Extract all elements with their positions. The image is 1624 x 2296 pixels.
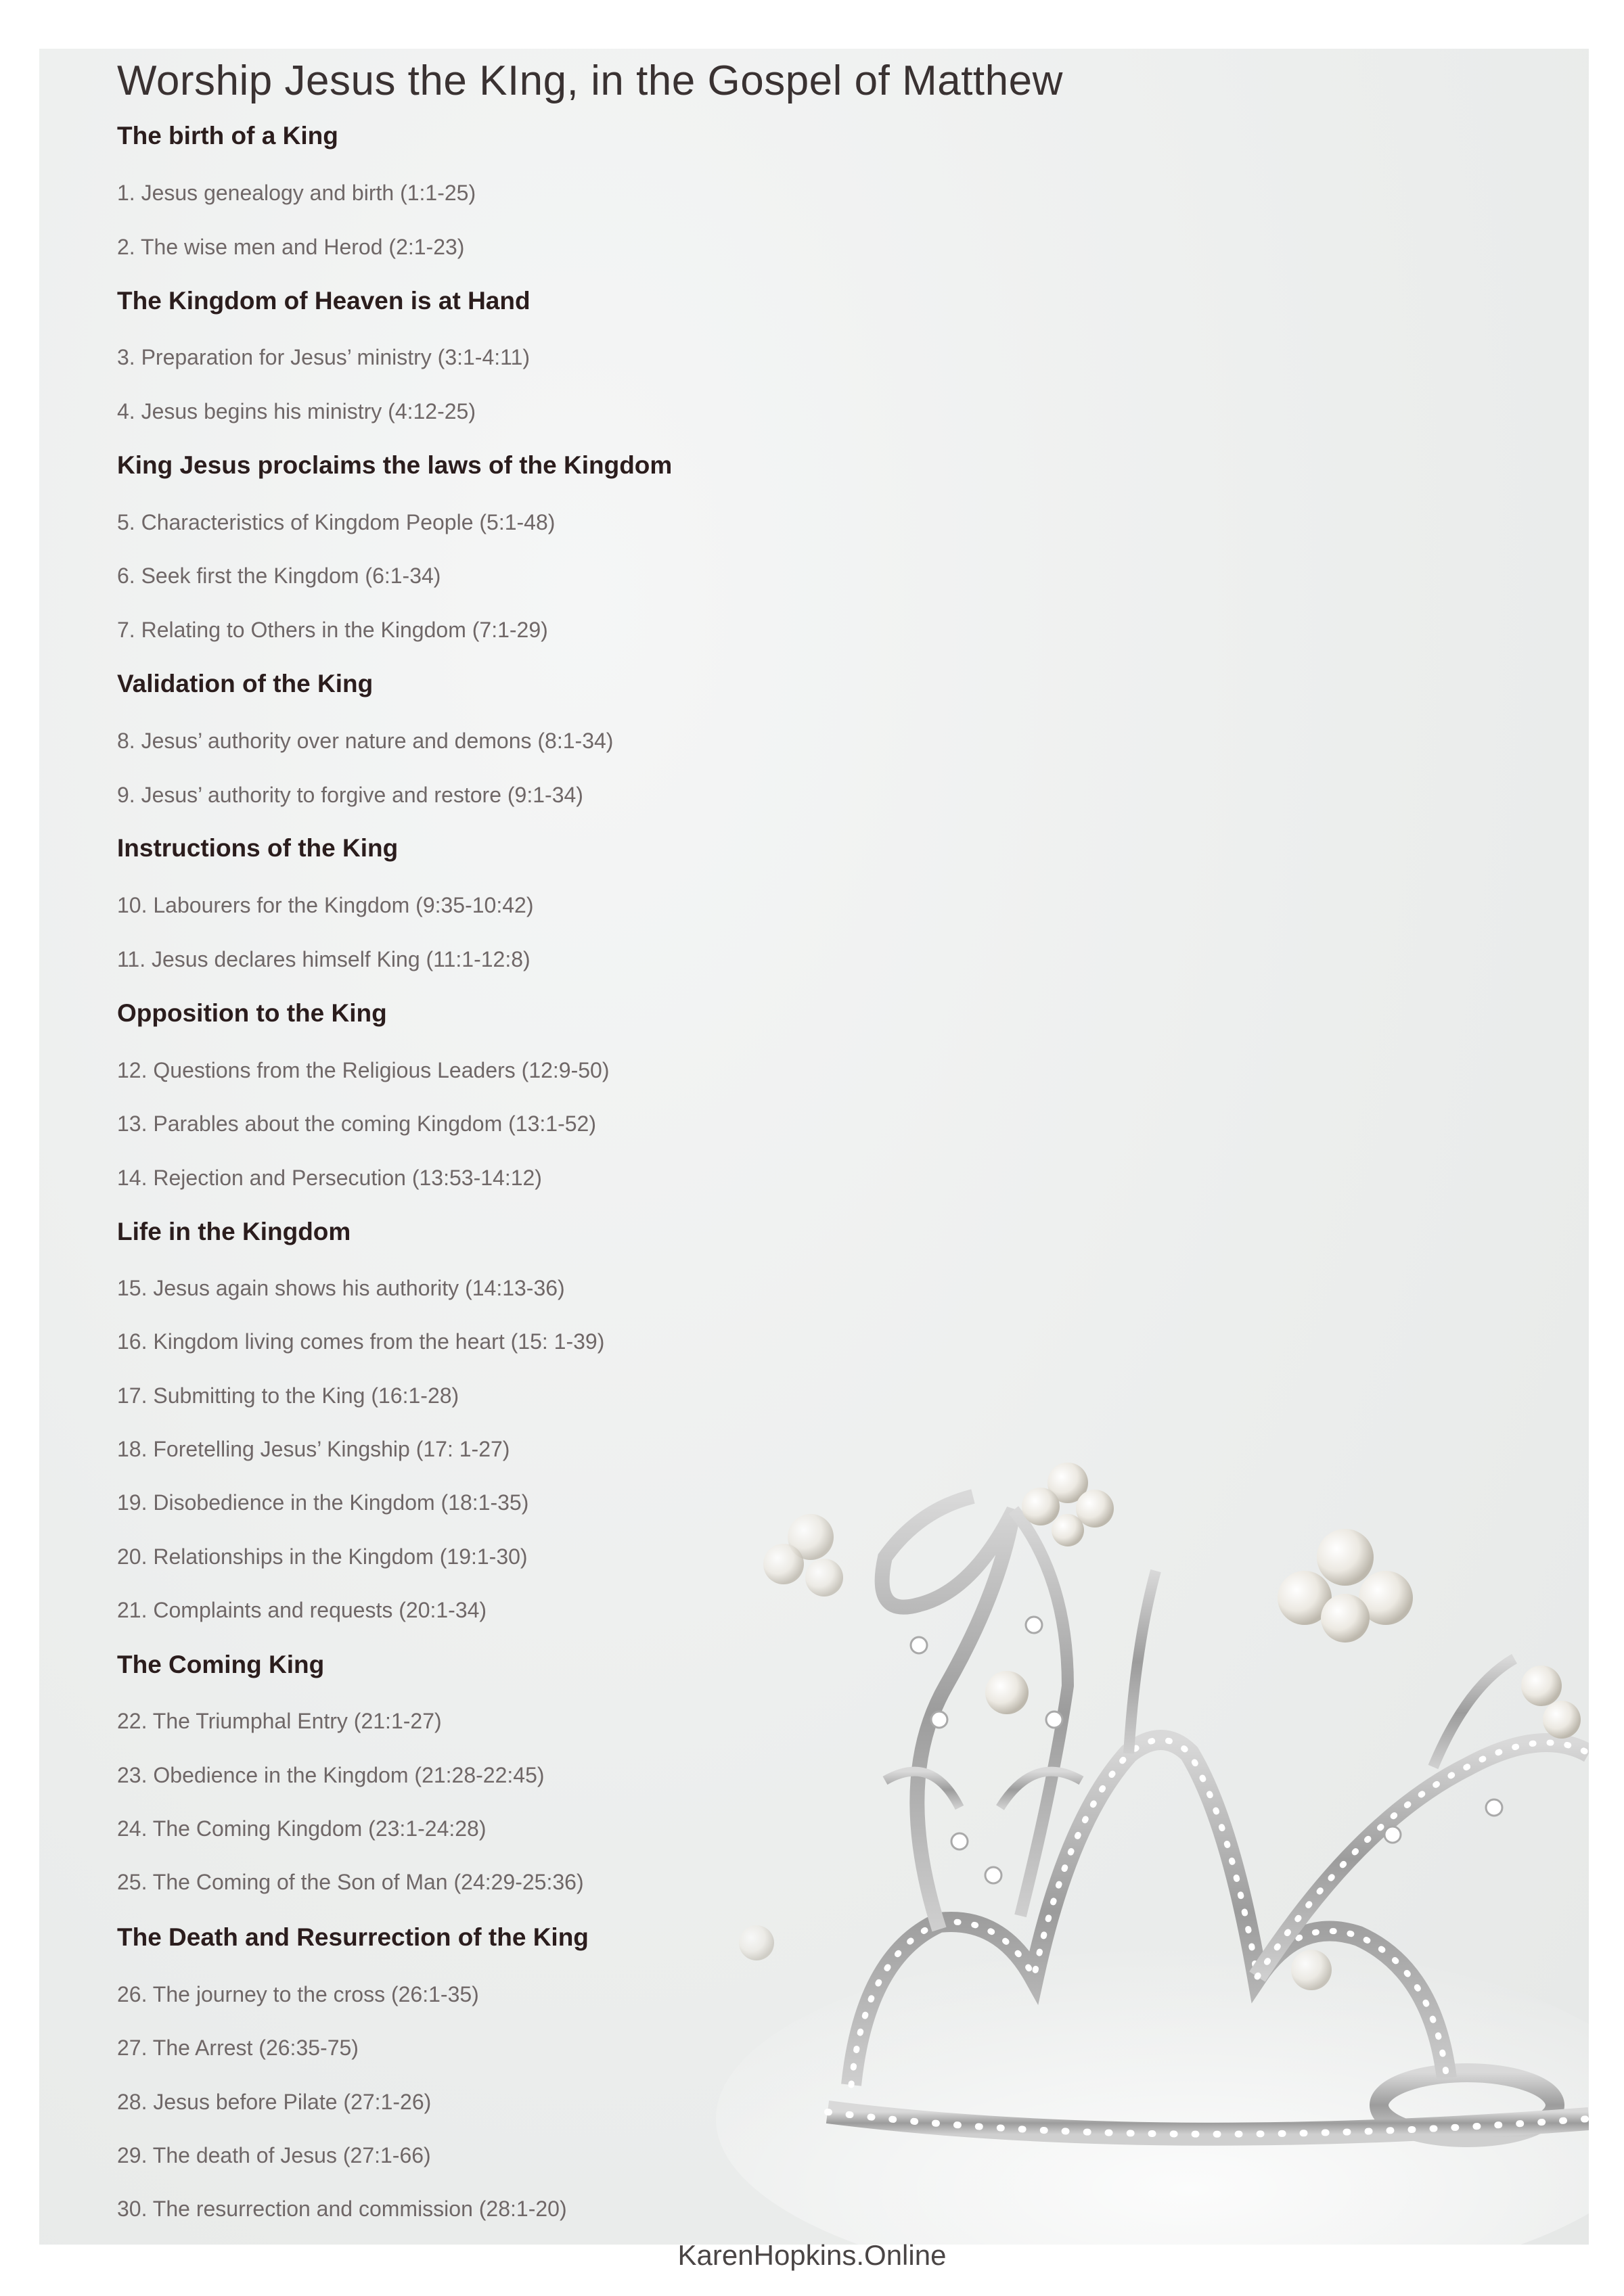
list-item: 14. Rejection and Persecution (13:53-14:12) [117,1166,542,1190]
list-item: 15. Jesus again shows his authority (14:13-36) [117,1276,565,1300]
list-item: 10. Labourers for the Kingdom (9:35-10:42) [117,893,534,917]
section-heading: Validation of the King [117,670,374,697]
list-item: 20. Relationships in the Kingdom (19:1-30) [117,1544,528,1569]
list-item: 12. Questions from the Religious Leaders (12:9-50) [117,1058,610,1082]
list-item: 3. Preparation for Jesus’ ministry (3:1-4:11) [117,345,531,369]
list-item: 1. Jesus genealogy and birth (1:1-25) [117,181,476,205]
list-item: 26. The journey to the cross (26:1-35) [117,1982,479,2006]
list-item: 28. Jesus before Pilate (27:1-26) [117,2090,432,2114]
section-heading: Instructions of the King [117,834,399,862]
section-heading: Life in the Kingdom [117,1218,351,1245]
list-item: 6. Seek first the Kingdom (6:1-34) [117,564,441,588]
section-heading: The Kingdom of Heaven is at Hand [117,287,531,315]
list-item: 25. The Coming of the Son of Man (24:29-25:36) [117,1870,584,1894]
list-item: 18. Foretelling Jesus’ Kingship (17: 1-27) [117,1437,510,1461]
list-item: 24. The Coming Kingdom (23:1-24:28) [117,1816,487,1841]
list-item: 9. Jesus’ authority to forgive and restore (9:1-34) [117,783,583,807]
list-item: 11. Jesus declares himself King (11:1-12:8) [117,947,531,971]
list-item: 21. Complaints and requests (20:1-34) [117,1598,487,1622]
list-item: 13. Parables about the coming Kingdom (13:1-52) [117,1111,596,1136]
list-item: 17. Submitting to the King (16:1-28) [117,1383,459,1408]
list-item: 22. The Triumphal Entry (21:1-27) [117,1709,442,1733]
list-item: 5. Characteristics of Kingdom People (5:1-48) [117,510,556,534]
list-item: 16. Kingdom living comes from the heart (15: 1-39) [117,1329,605,1354]
list-item: 29. The death of Jesus (27:1-66) [117,2143,431,2167]
page-panel [39,49,1589,2245]
section-heading: The birth of a King [117,122,338,150]
list-item: 2. The wise men and Herod (2:1-23) [117,235,465,259]
list-item: 19. Disobedience in the Kingdom (18:1-35) [117,1490,529,1515]
list-item: 23. Obedience in the Kingdom (21:28-22:45) [117,1763,545,1787]
section-heading: King Jesus proclaims the laws of the Kingdom [117,451,673,479]
section-heading: The Death and Resurrection of the King [117,1923,589,1951]
list-item: 4. Jesus begins his ministry (4:12-25) [117,399,476,423]
list-item: 27. The Arrest (26:35-75) [117,2036,359,2060]
list-item: 7. Relating to Others in the Kingdom (7:1-29) [117,618,548,642]
section-heading: Opposition to the King [117,999,387,1027]
section-heading: The Coming King [117,1651,325,1678]
site-url-footer: KarenHopkins.Online [677,2239,947,2271]
list-item: 30. The resurrection and commission (28:1-20) [117,2197,567,2221]
list-item: 8. Jesus’ authority over nature and demons (8:1-34) [117,729,614,753]
crown-illustration [716,1402,1589,2245]
page-title: Worship Jesus the KIng, in the Gospel of Matthew [117,58,1063,104]
